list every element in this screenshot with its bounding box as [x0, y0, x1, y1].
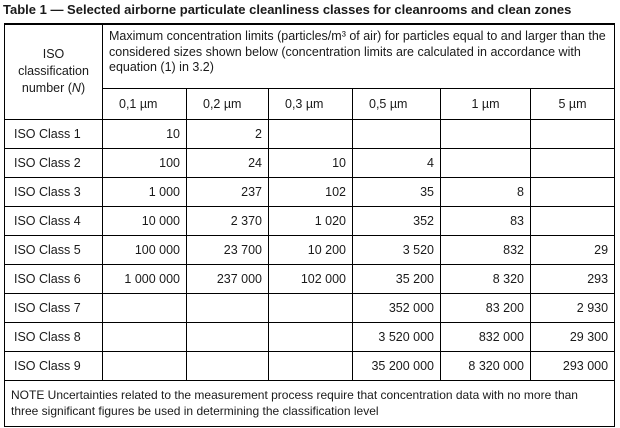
concentration-cell: [269, 119, 353, 148]
concentration-cell: 83: [441, 206, 531, 235]
concentration-cell: 102 000: [269, 264, 353, 293]
concentration-cell: 8 320: [441, 264, 531, 293]
size-header: 5 µm: [531, 88, 615, 119]
class-label: ISO Class 5: [5, 235, 103, 264]
concentration-cell: [269, 322, 353, 351]
concentration-cell: 10 000: [103, 206, 187, 235]
class-label: ISO Class 3: [5, 177, 103, 206]
concentration-cell: 1 000 000: [103, 264, 187, 293]
table-row: [5, 293, 615, 322]
concentration-cell: 10 200: [269, 235, 353, 264]
concentration-cell: [103, 322, 187, 351]
concentration-cell: [441, 119, 531, 148]
table-row: [5, 206, 615, 235]
concentration-description: Maximum concentration limits (particles/m³ of air) for particles equal to and larger than the considered sizes shown below (concentration limits are calculated in accordance with equation (1) in 3.2): [103, 24, 615, 88]
concentration-cell: 2: [187, 119, 269, 148]
concentration-cell: 29 300: [531, 322, 615, 351]
concentration-cell: 3 520 000: [353, 322, 441, 351]
table-row: [5, 148, 615, 177]
table-row: [5, 177, 615, 206]
class-label: ISO Class 1: [5, 119, 103, 148]
size-header: 1 µm: [441, 88, 531, 119]
concentration-cell: 237 000: [187, 264, 269, 293]
concentration-cell: 24: [187, 148, 269, 177]
concentration-cell: [187, 322, 269, 351]
concentration-cell: 352 000: [353, 293, 441, 322]
size-header: 0,2 µm: [187, 88, 269, 119]
iso-number-header: ISO classification number (N): [5, 24, 103, 119]
class-label: ISO Class 4: [5, 206, 103, 235]
concentration-cell: [531, 177, 615, 206]
table-row: [5, 235, 615, 264]
concentration-cell: [103, 293, 187, 322]
concentration-cell: 2 930: [531, 293, 615, 322]
concentration-cell: 35 200: [353, 264, 441, 293]
concentration-cell: [269, 351, 353, 380]
concentration-cell: 1 000: [103, 177, 187, 206]
concentration-cell: [187, 293, 269, 322]
concentration-cell: 1 020: [269, 206, 353, 235]
concentration-cell: 102: [269, 177, 353, 206]
concentration-cell: [441, 148, 531, 177]
concentration-cell: [531, 206, 615, 235]
table-row: [5, 264, 615, 293]
concentration-cell: 83 200: [441, 293, 531, 322]
concentration-cell: 29: [531, 235, 615, 264]
concentration-cell: [269, 293, 353, 322]
iso-class-table: [4, 23, 615, 427]
table-row: [5, 322, 615, 351]
concentration-cell: 8: [441, 177, 531, 206]
size-header: 0,3 µm: [269, 88, 353, 119]
concentration-cell: 352: [353, 206, 441, 235]
concentration-cell: 832: [441, 235, 531, 264]
concentration-cell: 8 320 000: [441, 351, 531, 380]
concentration-cell: 10: [269, 148, 353, 177]
class-label: ISO Class 9: [5, 351, 103, 380]
concentration-cell: 4: [353, 148, 441, 177]
concentration-cell: 100 000: [103, 235, 187, 264]
class-label: ISO Class 2: [5, 148, 103, 177]
concentration-cell: [187, 351, 269, 380]
concentration-cell: 10: [103, 119, 187, 148]
concentration-cell: 2 370: [187, 206, 269, 235]
concentration-cell: 293 000: [531, 351, 615, 380]
concentration-cell: 832 000: [441, 322, 531, 351]
concentration-cell: 293: [531, 264, 615, 293]
concentration-cell: 3 520: [353, 235, 441, 264]
table-caption: Table 1 — Selected airborne particulate cleanliness classes for cleanrooms and clean zones: [3, 2, 572, 17]
concentration-cell: 237: [187, 177, 269, 206]
class-label: ISO Class 7: [5, 293, 103, 322]
concentration-cell: 35: [353, 177, 441, 206]
concentration-cell: [531, 148, 615, 177]
table-row: [5, 119, 615, 148]
class-label: ISO Class 8: [5, 322, 103, 351]
size-header: 0,1 µm: [103, 88, 187, 119]
class-label: ISO Class 6: [5, 264, 103, 293]
size-header: 0,5 µm: [353, 88, 441, 119]
table-note: NOTE Uncertainties related to the measurement process require that concentration data with no more than three significant figures be used in determining the classification level: [5, 380, 615, 426]
table-row: [5, 351, 615, 380]
concentration-cell: 35 200 000: [353, 351, 441, 380]
concentration-cell: [103, 351, 187, 380]
concentration-cell: [353, 119, 441, 148]
concentration-cell: 23 700: [187, 235, 269, 264]
concentration-cell: [531, 119, 615, 148]
concentration-cell: 100: [103, 148, 187, 177]
